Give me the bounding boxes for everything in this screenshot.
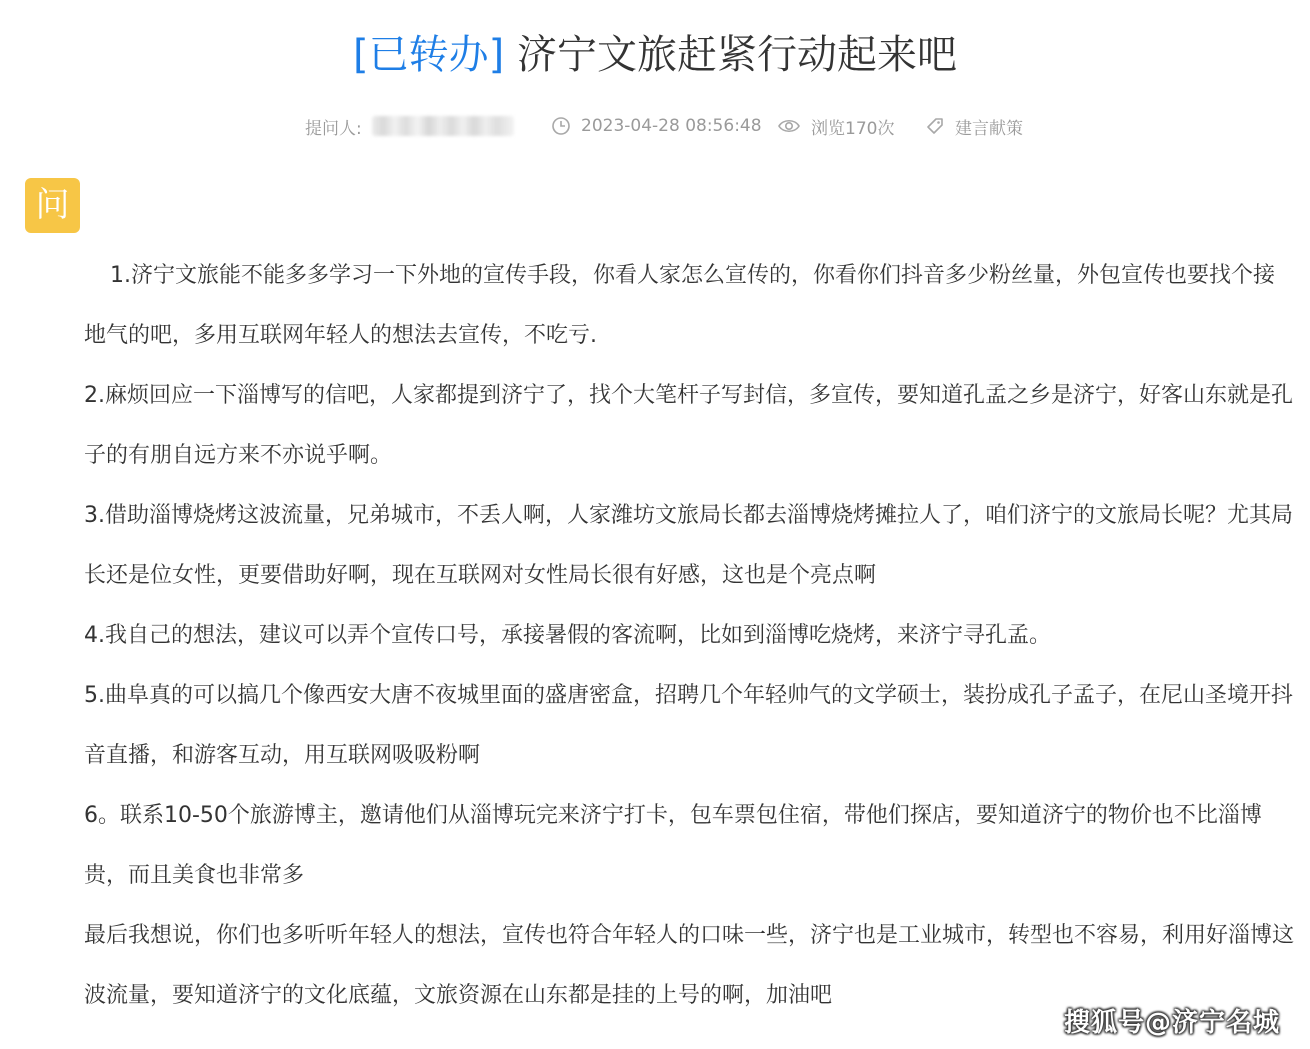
- category-info[interactable]: [925, 112, 1023, 140]
- watermark: 搜狐号@济宁名城: [1063, 1008, 1280, 1038]
- paragraph: 最后我想说，你们也多听听年轻人的想法，宣传也符合年轻人的口味一些，济宁也是工业城市，转型也不容易，利用好淄博这波流量，要知道济宁的文化底蕴，文旅资源在山东都是挂的上号的啊，加油吧: [84, 923, 1295, 1008]
- status-tag[interactable]: [已转办]: [353, 32, 505, 78]
- clock-icon: [551, 116, 571, 136]
- paragraph: 5.曲阜真的可以搞几个像西安大唐不夜城里面的盛唐密盒，招聘几个年轻帅气的文学硕士，装扮成孔子孟子，在尼山圣境开抖音直播，和游客互动，用互联网吸吸粉啊: [84, 683, 1293, 768]
- paragraph: 6。联系10-50个旅游博主，邀请他们从淄博玩完来济宁打卡，包车票包住宿，带他们探店，要知道济宁的物价也不比淄博贵，而且美食也非常多: [84, 803, 1262, 888]
- datetime: 2023-04-28 08:56:48: [581, 116, 762, 136]
- datetime-info: [551, 112, 762, 140]
- asker-label: 提问人:: [305, 118, 362, 139]
- paragraph: 3.借助淄博烧烤这波流量，兄弟城市，不丢人啊，人家潍坊文旅局长都去淄博烧烤摊拉人了，咱们济宁的文旅局长呢？尤其局长还是位女性，更要借助好啊，现在互联网对女性局长很有好感，这也是个亮点啊: [84, 503, 1293, 588]
- paragraph: 2.麻烦回应一下淄博写的信吧，人家都提到济宁了，找个大笔杆子写封信，多宣传，要知道孔孟之乡是济宁，好客山东就是孔子的有朋自远方来不亦说乎啊。: [84, 383, 1293, 468]
- category-link[interactable]: 建言献策: [955, 118, 1023, 139]
- question-content: [84, 246, 1294, 1026]
- views-info: [777, 112, 894, 140]
- page-title: [0, 28, 1310, 82]
- tag-icon: [925, 116, 945, 136]
- paragraph: 4.我自己的想法，建议可以弄个宣传口号，承接暑假的客流啊，比如到淄博吃烧烤，来济宁寻孔孟。: [84, 623, 1051, 648]
- meta-bar: [0, 112, 1310, 140]
- question-badge: 问: [25, 178, 80, 233]
- asker-name-blurred: [372, 116, 514, 136]
- title-text: 济宁文旅赶紧行动起来吧: [504, 32, 957, 78]
- view-count: 浏览170次: [811, 118, 895, 139]
- paragraph: 1.济宁文旅能不能多多学习一下外地的宣传手段，你看人家怎么宣传的，你看你们抖音多少粉丝量，外包宣传也要找个接地气的吧，多用互联网年轻人的想法去宣传，不吃亏.: [84, 263, 1275, 348]
- asker-info: [305, 112, 514, 140]
- eye-icon: [777, 116, 801, 136]
